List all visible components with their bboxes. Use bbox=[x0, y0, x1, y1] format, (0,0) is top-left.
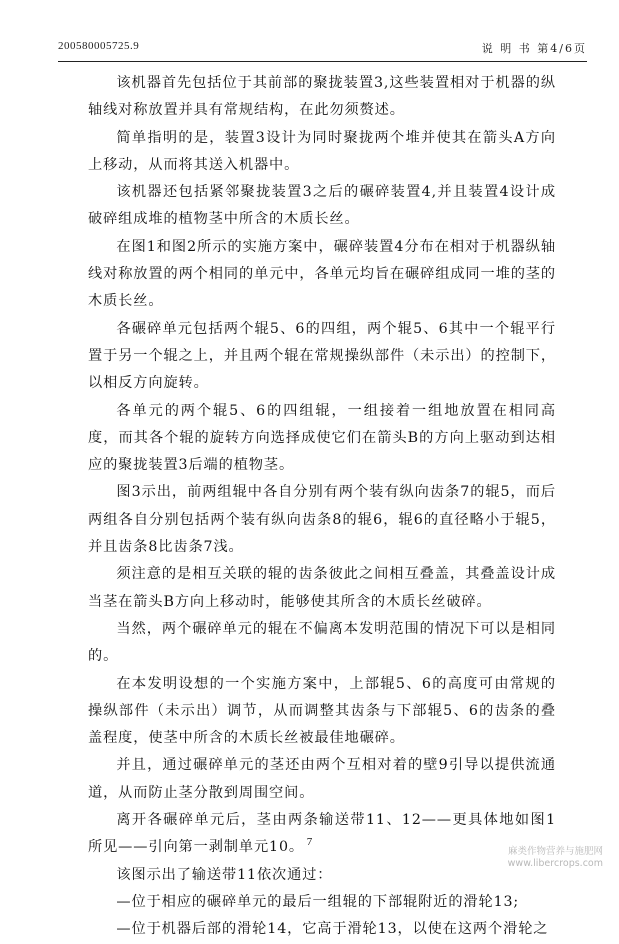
paragraph: 该机器还包括紧邻聚拢装置3之后的碾碎装置4,并且装置4设计成破碎组成堆的植物茎中所含的木质长丝。 bbox=[88, 184, 556, 228]
paragraph: 在图1和图2所示的实施方案中，碾碎装置4分布在相对于机器纵轴线对称放置的两个相同的单元中，各单元均旨在碾碎组成同一堆的茎的木质长丝。 bbox=[88, 238, 556, 310]
paragraph: 各单元的两个辊5、6的四组辊，一组接着一组地放置在相同高度，而其各个辊的旋转方向选择成使它们在箭头B的方向上驱动到达相应的聚拢装置3后端的植物茎。 bbox=[88, 402, 556, 474]
header-rule bbox=[58, 61, 587, 62]
list-item: —位于相应的碾碎单元的最后一组辊的下部辊附近的滑轮13; bbox=[116, 893, 520, 910]
paragraph: 在本发明设想的一个实施方案中，上部辊5、6的高度可由常规的操纵部件（未示出）调节，从而调整其齿条与下部辊5、6的齿条的叠盖程度，使茎中所含的木质长丝被最佳地碾碎。 bbox=[88, 675, 556, 747]
watermark-title: 麻类作物营养与施肥网 bbox=[507, 846, 603, 857]
paragraph: 该机器首先包括位于其前部的聚拢装置3,这些装置相对于机器的纵轴线对称放置并具有常规结构，在此勿须赘述。 bbox=[88, 75, 556, 119]
paragraph: 各碾碎单元包括两个辊5、6的四组，两个辊5、6其中一个辊平行置于另一个辊之上，并且两个辊在常规操纵部件（未示出）的控制下，以相反方向旋转。 bbox=[88, 320, 556, 392]
page-number: 7 bbox=[306, 836, 313, 848]
paragraph: 图3示出，前两组辊中各自分别有两个装有纵向齿条7的辊5，而后两组各自分别包括两个装有纵向齿条8的辊6，辊6的直径略小于辊5，并且齿条8比齿条7浅。 bbox=[88, 484, 556, 556]
paragraph: 该图示出了输送带11依次通过： bbox=[116, 866, 333, 883]
paragraph: 并且，通过碾碎单元的茎还由两个互相对着的壁9引导以提供流通道，从而防止茎分散到周围空间。 bbox=[88, 757, 556, 801]
document-body bbox=[88, 70, 556, 944]
header-section-page: 说 明 书 第4/6页 bbox=[481, 42, 587, 55]
paragraph: 离开各碾碎单元后，茎由两条输送带11、12——更具体地如图1所见——引向第一剥制单元10。 bbox=[88, 812, 556, 856]
application-number: 200580005725.9 bbox=[58, 40, 140, 52]
paragraph: 须注意的是相互关联的辊的齿条彼此之间相互叠盖，其叠盖设计成当茎在箭头B方向上移动时，能够使其所含的木质长丝破碎。 bbox=[88, 566, 556, 610]
paragraph: 简单指明的是，装置3设计为同时聚拢两个堆并使其在箭头A方向上移动，从而将其送入机器中。 bbox=[88, 129, 556, 173]
watermark-url: www.libercrops.com bbox=[507, 858, 603, 869]
site-watermark bbox=[403, 846, 603, 870]
list-item: —位于机器后部的滑轮14，它高于滑轮13，以使在这两个滑轮之 bbox=[116, 921, 549, 938]
page-header bbox=[58, 40, 587, 60]
paragraph: 当然，两个碾碎单元的辊在不偏离本发明范围的情况下可以是相同的。 bbox=[88, 620, 556, 665]
